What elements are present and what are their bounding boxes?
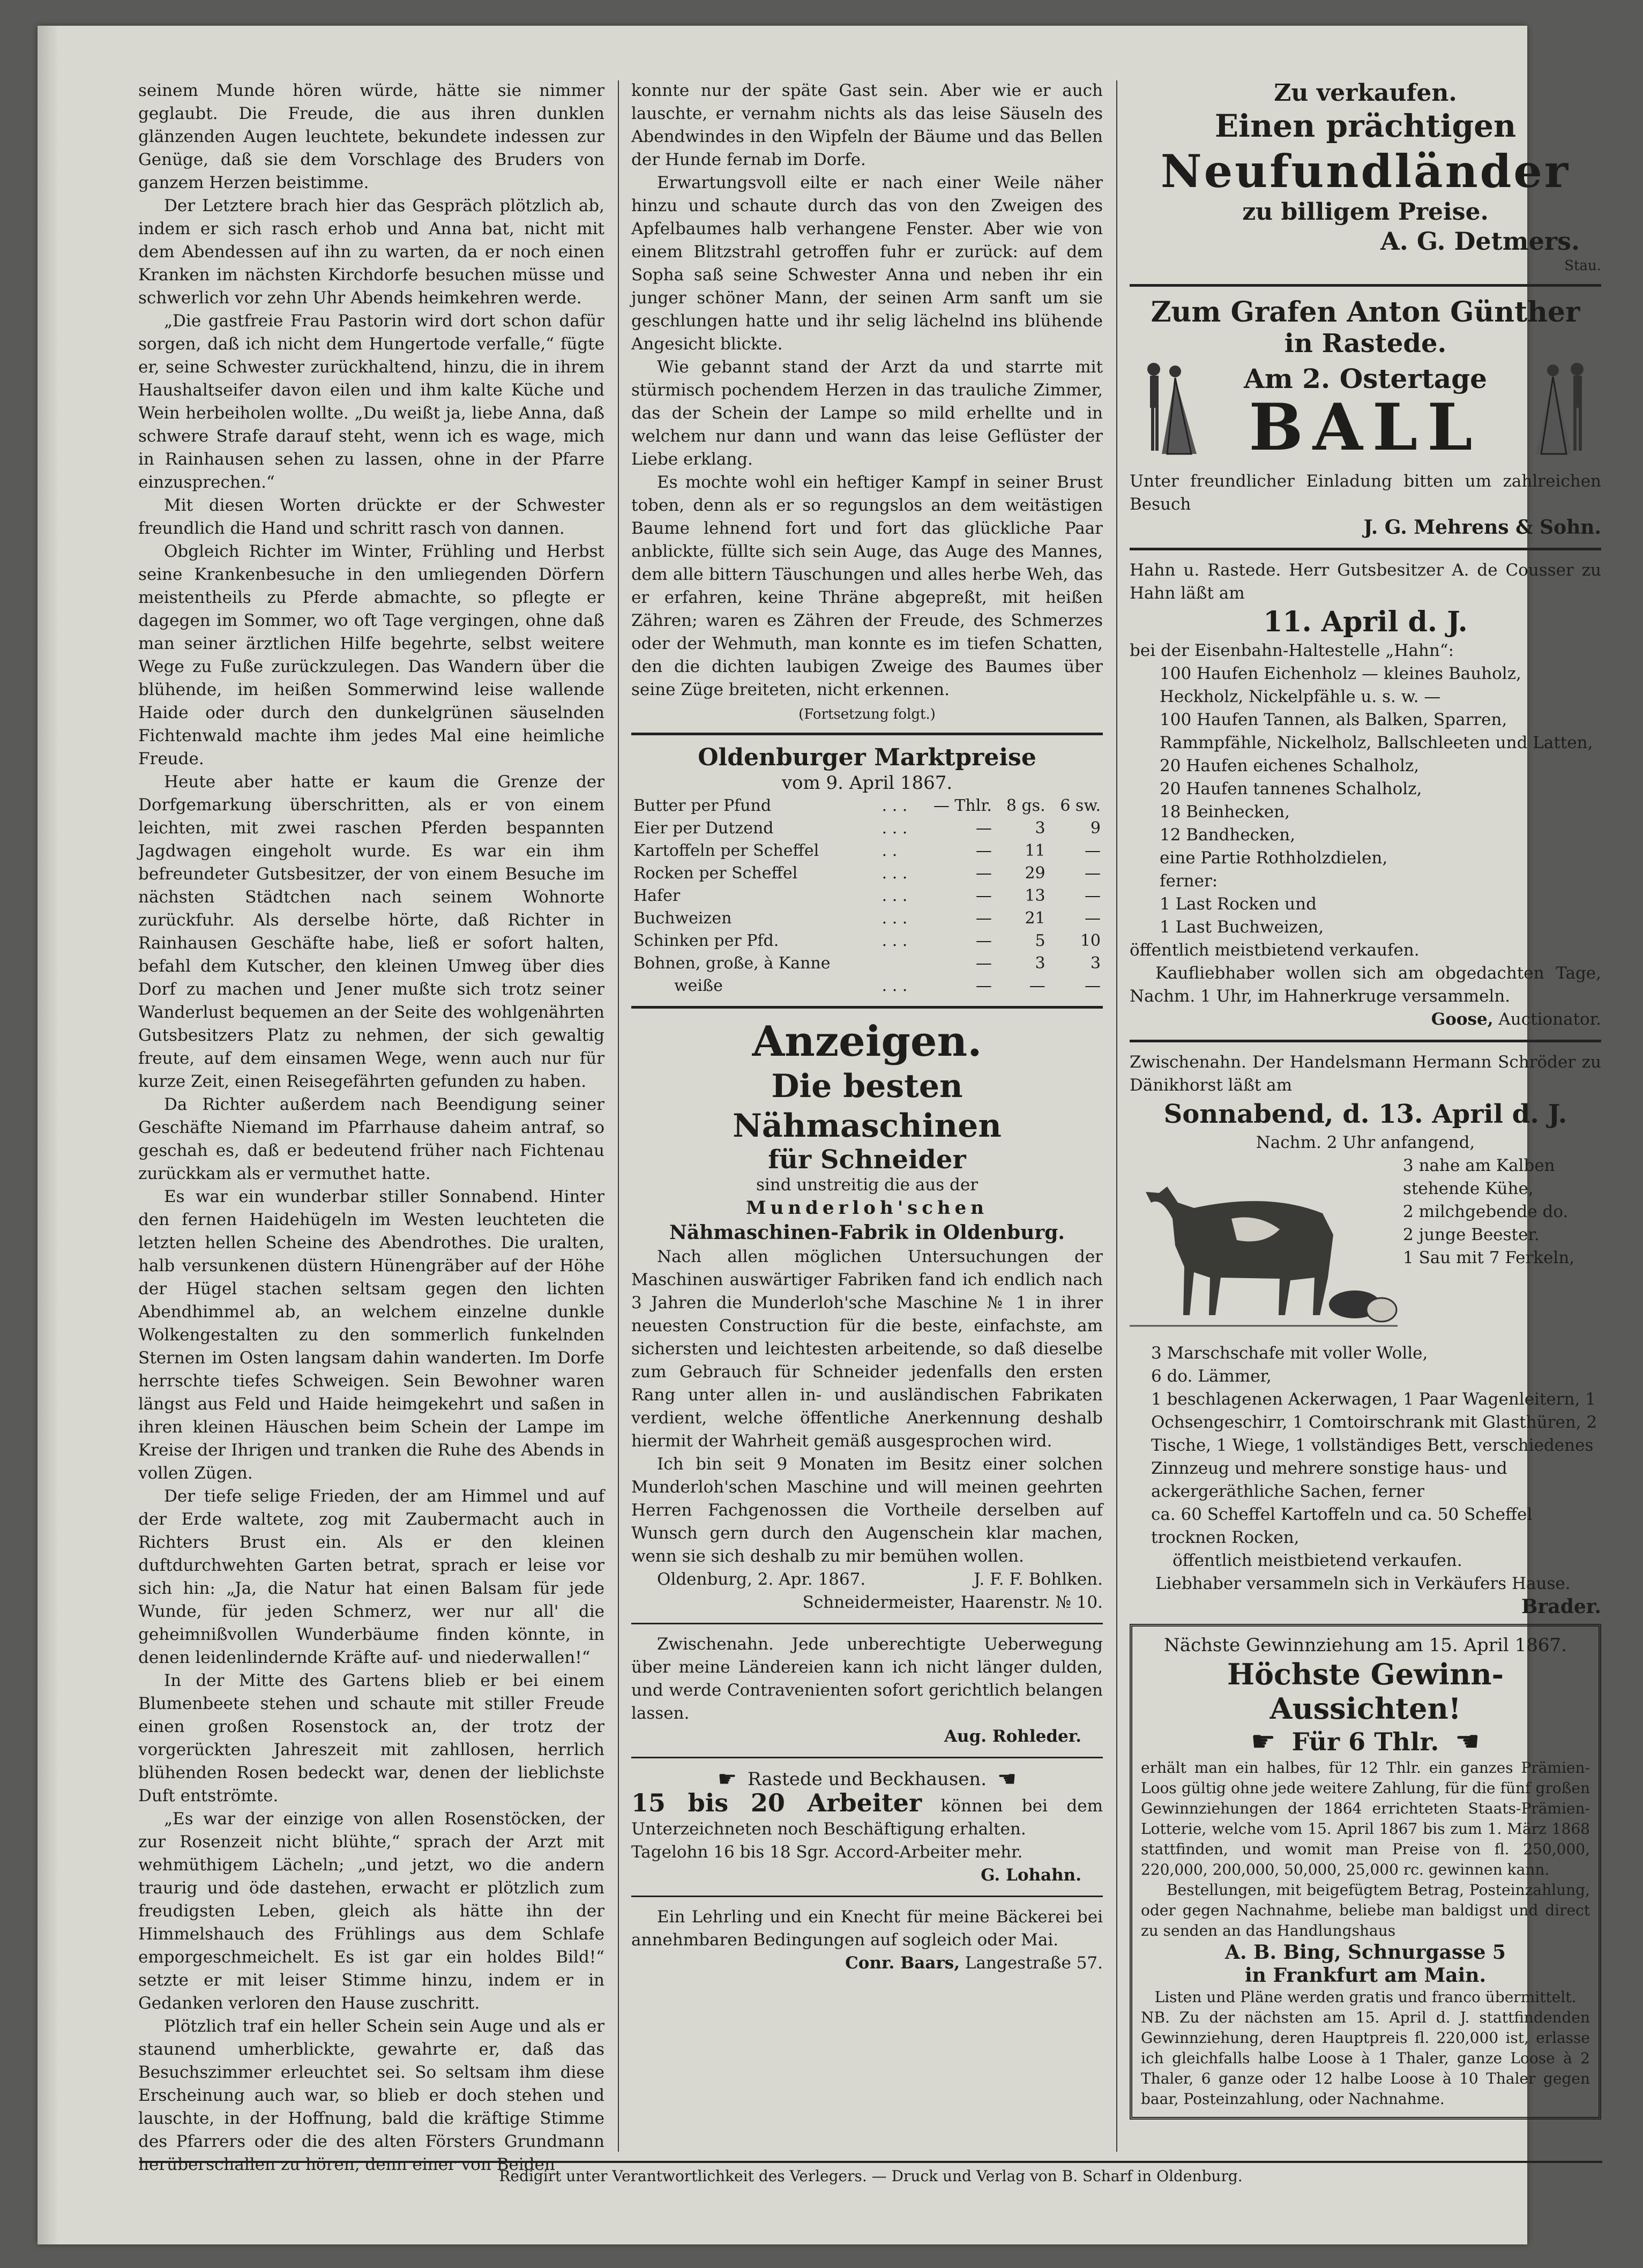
livestock-end: öffentlich meistbietend verkaufen. [1172, 1551, 1462, 1570]
timber-end: öffentlich meistbietend verkaufen. [1130, 941, 1420, 960]
price-cell: Rocken per Scheffel [633, 864, 798, 883]
livestock-auction-ad [1130, 1051, 1601, 1618]
timber-location: bei der Eisenbahn-Haltestelle „Hahn“: [1130, 641, 1454, 660]
price-cell: 6 sw. [1060, 796, 1101, 815]
list-item: 12 Bandhecken, [1160, 825, 1295, 845]
story-paragraph: Es war ein wunderbar stiller Sonnabend. Hinter den fernen Haidehügeln im Westen leuchteten die letzten hellen Scheine des Abendrothes. Die uralten, halb versunkenen düstern Hünengräber auf der Höhe der Hügel stachen seltsam gegen den lichten Abendhimmel ab, an welchem einzelne dunkle Wolkengestalten zu den sommerlich funkelnden Sternen im Osten langsam dahin wanderten. Im Dorfe herrschte tiefes Schweigen. Sein Bewohner waren längst aus Feld und Haide heimgekehrt und saßen in ihren kleinen Häuschen beim Schein der Lampe im Kreise der Ihrigen und tranken die Ruhe des Abends in vollen Zügen. [138, 1187, 604, 1483]
price-cell: . . . [882, 864, 908, 883]
price-cell: . . . [882, 931, 908, 950]
story-paragraph: „Es war der einzige von allen Rosenstöcken, der zur Rosenzeit nicht blühte,“ sprach der Arzt mit wehmüthigem Lächeln; „und jetzt, wo die andern traurig und öde dastehen, erwacht er plötzlich zum freudigsten Leben, gleich als hätte ihn der Himmelshauch des Frühlings aus dem Schlafe emporgeschmeichelt. Es ist gar ein holdes Bild!“ setzte er mit leiser Stimme hinzu, indem er in Gedanken verloren den Hause zuschritt. [138, 1809, 604, 2013]
price-cell: . . . [882, 819, 908, 838]
price-cell: Eier per Dutzend [633, 819, 774, 838]
price-cell: 10 [1080, 931, 1101, 950]
workers-count: 15 bis 20 Arbeiter [631, 1788, 922, 1817]
price-cell: 5 [1035, 931, 1045, 950]
price-cell: Hafer [633, 886, 681, 905]
apprentice-text: Ein Lehrling und ein Knecht für meine Bäckerei bei annehmbaren Bedingungen auf sogleich oder Mai. [631, 1907, 1103, 1950]
timber-signature: Goose, [1431, 1010, 1493, 1029]
sewing-paragraph: Ich bin seit 9 Monaten im Besitz einer solchen Munderloh'schen Maschine und will meinen geehrten Herren Fachgenossen die Vortheile derselben auf Wunsch gern durch den Augenschein klar machen, wenn sie sich deshalb zu mir bemühen wollen. [631, 1454, 1103, 1566]
price-cell: — [975, 976, 992, 995]
ads-heading: Anzeigen. [752, 1017, 982, 1066]
ball-date: Am 2. Ostertage [1244, 363, 1487, 394]
price-cell: — [1029, 976, 1045, 995]
lottery-text: Listen und Pläne werden gratis und franco übermittelt. [1154, 1988, 1577, 2006]
divider [631, 733, 1103, 735]
sewing-line: Munderloh'schen [745, 1197, 989, 1219]
market-prices-date: vom 9. April 1867. [781, 772, 953, 794]
price-cell: — Thlr. [933, 796, 992, 815]
divider [1130, 1040, 1601, 1042]
price-cell: — [975, 886, 992, 905]
price-cell: . . . [882, 909, 908, 928]
workers-ad [631, 1767, 1103, 1887]
price-row [631, 817, 1103, 840]
apprentice-ad [631, 1906, 1103, 1975]
lottery-title: Höchste Gewinn-Aussichten! [1227, 1657, 1504, 1726]
list-item: 100 Haufen Tannen, als Balken, Sparren, Rammpfähle, Nickelholz, Ballschleeten und Latten, [1160, 710, 1593, 752]
cow-pig-sheep-illustration [1130, 1154, 1398, 1342]
price-cell: — [1085, 864, 1101, 883]
list-item: 100 Haufen Eichenholz — kleines Bauholz, Heckholz, Nickelpfähle u. s. w. — [1160, 664, 1521, 706]
list-item: 2 milchgebende do. [1403, 1202, 1569, 1221]
livestock-text: Liebhaber versammeln sich in Verkäufers Hause. [1155, 1574, 1571, 1593]
sewing-line: sind unstreitig die aus der [756, 1175, 979, 1195]
price-row [631, 907, 1103, 930]
pointing-hand-icon: ☛ [997, 1767, 1017, 1792]
lottery-draw-date: Nächste Gewinnziehung am 15. April 1867. [1164, 1635, 1567, 1656]
ball-ad [1130, 295, 1601, 539]
lottery-firm: A. B. Bing, Schnurgasse 5 [1225, 1941, 1506, 1964]
divider [631, 1006, 1103, 1009]
list-item: 2 junge Beester. [1403, 1225, 1540, 1244]
ball-invitation: Unter freundlicher Einladung bitten um zahlreichen Besuch [1130, 472, 1601, 514]
rohleder-notice [631, 1633, 1103, 1748]
price-cell: — [975, 864, 992, 883]
price-cell: 9 [1090, 819, 1101, 838]
workers-place: Rastede und Beckhausen. [747, 1769, 987, 1790]
price-cell: . . . [882, 796, 908, 815]
sewing-signer-title: Schneidermeister, Haarenstr. № 10. [802, 1593, 1103, 1612]
column-rule-2 [1116, 80, 1117, 2152]
pointing-hand-icon: ☛ [1251, 1726, 1276, 1758]
story-paragraph: „Die gastfreie Frau Pastorin wird dort schon dafür sorgen, daß ich nicht dem Hungertode verfalle,“ fügte er, seine Schwester zurückhaltend, hinzu, die in ihrem Haushaltseifer davon eilen und ihm kalte Küche und Wein herbeiholen wollte. „Du weißt ja, liebe Anna, daß schwere Strafe darauf steht, wenn ich es wage, mich in Rainhausen sehen zu lassen, ohne in der Pfarre einzusprechen.“ [138, 311, 604, 492]
price-cell: 3 [1035, 819, 1045, 838]
lottery-text: erhält man ein halbes, für 12 Thlr. ein ganzes Prämien-Loos gültig ohne jede weitere Zahlung, für die fünf großen Gewinnziehungen der 1864 errichteten Staats-Prämien-Lotterie, welche vom 15. April 1867 bis zum 1. März 1868 stattfinden, und womit man Preise von fl. 250,000, 220,000, 200,000, 50,000, 25,000 rc. gewinnen kann. [1141, 1759, 1590, 1878]
ball-line: Zum Grafen Anton Günther [1151, 296, 1580, 329]
list-item: 3 nahe am Kalben stehende Kühe, [1403, 1156, 1555, 1198]
story-paragraph: Wie gebannt stand der Arzt da und starrte mit stürmisch pochendem Herzen in das trauliche Zimmer, das der Schein der Lampe so mild erhellte und in welchem nur dann und wann das leise Geflüster der Liebe erklang. [631, 357, 1103, 469]
sewing-place: Oldenburg, 2. Apr. 1867. [657, 1570, 866, 1589]
price-cell: . . . [882, 886, 908, 905]
price-row [631, 975, 1103, 997]
price-cell: 13 [1025, 886, 1045, 905]
lottery-ad [1130, 1624, 1601, 2120]
story-paragraph: Erwartungsvoll eilte er nach einer Weile näher hinzu und schaute durch das von den Zweigen des Apfelbaumes halb verhangene Fenster. Aber wie von einem Blitzstrahl getroffen fuhr er zurück: auf dem Sopha saß seine Schwester Anna und neben ihr ein junger schöner Mann, der seinen Arm sanft um sie geschlungen hatte und ihr selig lächelnd ins blühende Angesicht blickte. [631, 173, 1103, 354]
dog-line: zu billigem Preise. [1242, 198, 1489, 226]
column-1-story [138, 79, 604, 2176]
apprentice-signature: Conr. Baars, [845, 1953, 960, 1973]
price-cell: Butter per Pfund [633, 796, 772, 815]
price-cell: — [1085, 976, 1101, 995]
livestock-list [1130, 1342, 1601, 1549]
price-cell: — [1085, 841, 1101, 860]
story-paragraph: In der Mitte des Gartens blieb er bei einem Blumenbeete stehen und schaute mit stiller Freude einen großen Rosenstock an, der trotz der vorgerückten Jahreszeit mit zahllosen, herrlich blühenden Rosen bedeckt war, denen der lieblichste Duft entströmte. [138, 1671, 604, 1806]
cattle-list [1398, 1154, 1601, 1342]
price-row [631, 885, 1103, 907]
pointing-hand-icon: ☛ [1455, 1726, 1480, 1758]
pointing-hand-icon: ☛ [718, 1767, 737, 1792]
price-cell: — [975, 954, 992, 973]
story-paragraph: seinem Munde hören würde, hätte sie nimmer geglaubt. Die Freude, die aus ihren dunklen glänzenden Augen leuchtete, bekundete indessen zur Genüge, daß sie dem Vorschlage des Bruders von ganzem Herzen beistimme. [138, 81, 604, 192]
ball-title: BALL [1249, 390, 1482, 465]
imprint-footer: Redigirt unter Verantwortlichkeit des Verlegers. — Druck und Verlag von B. Scharf in Oldenburg. [139, 2161, 1602, 2185]
list-item: ca. 60 Scheffel Kartoffeln und ca. 50 Scheffel trocknen Rocken, [1151, 1505, 1533, 1547]
list-item: 20 Haufen tannenes Schalholz, [1160, 779, 1422, 799]
livestock-intro: Zwischenahn. Der Handelsmann Hermann Schröder zu Dänikhorst läßt am [1130, 1053, 1601, 1095]
timber-text: Kaufliebhaber wollen sich am obgedachten Tage, Nachm. 1 Uhr, im Hahnerkruge versammeln. [1130, 964, 1601, 1006]
livestock-date: Sonnabend, d. 13. April d. J. [1163, 1099, 1567, 1129]
livestock-time: Nachm. 2 Uhr anfangend, [1256, 1133, 1475, 1152]
rohleder-signature: Aug. Rohleder. [944, 1727, 1081, 1746]
sewing-subtitle: für Schneider [768, 1145, 966, 1175]
price-cell: 11 [1025, 841, 1045, 860]
list-item: 1 Last Rocken und [1160, 894, 1317, 914]
price-cell: 29 [1025, 864, 1045, 883]
dancing-couple-illustration [1532, 357, 1601, 470]
column-3 [1130, 79, 1601, 2120]
dog-sale-ad [1130, 79, 1601, 275]
price-cell: 3 [1090, 954, 1101, 973]
list-item: 1 Last Buchweizen, [1160, 917, 1324, 937]
story-paragraph: Der Letztere brach hier das Gespräch plötzlich ab, indem er sich rasch erhob und Anna bat, nicht mit dem Abendessen auf ihn zu warten, da er noch einen Kranken im nächsten Kirchdorfe besuchen müsse und schwerlich vor zehn Uhr Abends heimkehren werde. [138, 196, 604, 308]
story-paragraph: Obgleich Richter im Winter, Frühling und Herbst seine Krankenbesuche in den umliegenden Dörfern meistentheils zu Pferde abmachte, so pflegte er dagegen im Sommer, wo oft Tage vergingen, ohne daß man seiner ärztlichen Hilfe begehrte, selbst weitere Wege zu Fuße zurückzulegen. Das Wandern über die blühende, im heißen Sommerwind leise wallende Haide oder durch den dunkelgrünen säuselnden Fichtenwald machte ihm jedes Mal eine heimliche Freude. [138, 542, 604, 769]
page-spine [38, 26, 59, 2244]
price-row [631, 952, 1103, 975]
sewing-machine-ad [631, 1066, 1103, 1614]
workers-text: können bei dem Unterzeichneten noch Beschäftigung erhalten. [631, 1796, 1103, 1839]
dog-place: Stau. [1564, 258, 1601, 274]
lottery-nb: NB. Zu der nächsten am 15. April d. J. stattfindenden Gewinnziehung, deren Hauptpreis fl. 220,000 ist, erlasse ich gleichfalls halbe Loose à 1 Thaler, ganze Loose à 2 Thaler, 6 ganze oder 12 halbe Loose à 10 Thaler gegen baar, Posteinzahlung, oder Nachnahme. [1141, 2009, 1590, 2108]
market-prices [631, 744, 1103, 997]
lottery-price: Für 6 Thlr. [1291, 1727, 1439, 1756]
story-paragraph: Mit diesen Worten drückte er der Schwester freundlich die Hand und schritt rasch von dannen. [138, 496, 604, 538]
apprentice-address: Langestraße 57. [965, 1953, 1103, 1973]
workers-signature: G. Lohahn. [981, 1866, 1081, 1885]
price-cell: Buchweizen [633, 909, 732, 928]
workers-wage: Tagelohn 16 bis 18 Sgr. Accord-Arbeiter mehr. [631, 1842, 1023, 1862]
price-cell: 8 gs. [1006, 796, 1045, 815]
ball-line: in Rastede. [1284, 329, 1447, 359]
lottery-city: in Frankfurt am Main. [1244, 1964, 1487, 1987]
timber-signer-title: Auctionator. [1498, 1010, 1601, 1029]
sewing-paragraph: Nach allen möglichen Untersuchungen der Maschinen auswärtiger Fabriken fand ich endlich nach 3 Jahren die Munderloh'sche Maschine № 1 in ihrer neuesten Construction für die beste, einfachste, am sichersten und leichtesten arbeitende, so daß dieselbe zum Gebrauch für Schneider jedenfalls den ersten Rang unter allen in- und ausländischen Fabrikaten verdient, welche öffentliche Anerkennung deshalb hiermit der Wahrheit gemäß ausgesprochen wird. [631, 1247, 1103, 1451]
price-cell: — [1085, 886, 1101, 905]
story-paragraph: Da Richter außerdem nach Beendigung seiner Geschäfte Niemand im Pfarrhause daheim antraf, so geschah es, daß er bedeutend früher nach Fichtenau zurückkam als er vermuthet hatte. [138, 1095, 604, 1183]
list-item: eine Partie Rothholzdielen, [1160, 848, 1388, 868]
price-cell: . . [882, 841, 898, 860]
list-item: 18 Beinhecken, [1160, 802, 1290, 822]
story-paragraph: konnte nur der späte Gast sein. Aber wie er auch lauschte, er vernahm nichts als das leise Säuseln des Abendwindes in den Wipfeln der Bäume und das Bellen der Hunde fernab im Dorfe. [631, 81, 1103, 169]
story-paragraph: Es mochte wohl ein heftiger Kampf in seiner Brust toben, denn als er so regungslos an dem weitästigen Baume lehnend fort und fort das glückliche Paar anblickte, füllte sich sein Auge, das Auge des Mannes, dem alle bittern Täuschungen und alles herbe Weh, das er erfahren, keine Thräne abgepreßt, mit heißen Zähren; waren es Zähren der Freude, des Schmerzes oder der Wehmuth, man konnte es im tiefen Schatten, den die dichten laubigen Zweige des Baumes über seine Züge breiteten, nicht erkennen. [631, 473, 1103, 699]
list-item: 6 do. Lämmer, [1151, 1367, 1272, 1386]
divider [1130, 284, 1601, 287]
price-table [631, 795, 1103, 997]
dancing-couple-illustration [1130, 357, 1199, 470]
timber-list [1130, 662, 1601, 939]
price-row [631, 795, 1103, 817]
livestock-signature: Brader. [1521, 1595, 1601, 1618]
continued-note: (Fortsetzung folgt.) [798, 706, 936, 722]
sewing-signer: J. F. F. Bohlken. [974, 1570, 1103, 1589]
price-row [631, 862, 1103, 885]
price-cell: Bohnen, große, à Kanne [633, 954, 831, 973]
divider [631, 1896, 1103, 1897]
price-cell: — [975, 909, 992, 928]
story-paragraph: Plötzlich traf ein heller Schein sein Auge und als er staunend umherblickte, gewahrte er, daß das Besuchszimmer erleuchtet sei. So seltsam ihm diese Erscheinung auch war, so blieb er doch stehen und lauschte, in der Hoffnung, bald die kräftige Stimme des Pfarrers oder die des alten Försters Grundmann herüberschallen zu hören, denn einer von Beiden [138, 2017, 604, 2174]
price-row [631, 840, 1103, 862]
list-item: 1 Sau mit 7 Ferkeln, [1403, 1248, 1575, 1267]
price-cell: — [1085, 909, 1101, 928]
price-cell [880, 952, 917, 975]
price-cell: — [975, 841, 992, 860]
ball-signature: J. G. Mehrens & Sohn. [1363, 516, 1601, 539]
price-cell: 3 [1035, 954, 1045, 973]
story-paragraph: Heute aber hatte er kaum die Grenze der Dorfgemarkung überschritten, als er von einem leichten, mit zwei raschen Pferden bespannten Jagdwagen eingeholt wurde. Es war ein ihm befreundeter Gutsbesitzer, der von einem Besuche im nächsten Städtchen nach seinem Wohnorte zurückfuhr. Als derselbe hörte, daß Richter in Rainhausen Geschäfte habe, ließ er sofort halten, befahl dem Kutscher, den kleinen Umweg über dies Dorf zu machen und Jener mußte sich trotz seiner Wanderlust bequemen an der Seite des wohlgenährten Gutsbesitzers Platz zu nehmen, der sich gewaltig freute, auf dem einsamen Wege, wenn auch nur für kurze Zeit, einen Reisegefährten gefunden zu haben. [138, 772, 604, 1091]
price-row [631, 930, 1103, 952]
market-prices-title: Oldenburger Marktpreise [698, 744, 1036, 771]
timber-intro: Hahn u. Rastede. Herr Gutsbesitzer A. de Cousser zu Hahn läßt am [1130, 561, 1601, 603]
price-cell: — [975, 819, 992, 838]
column-2 [631, 79, 1103, 1975]
list-item: 20 Haufen eichenes Schalholz, [1160, 756, 1420, 775]
column-rule-1 [618, 80, 619, 2152]
dog-line: Einen prächtigen [1214, 108, 1517, 144]
list-item: ferner: [1160, 871, 1218, 891]
timber-auction-ad [1130, 559, 1601, 1031]
story-paragraph: Der tiefe selige Frieden, der am Himmel und auf der Erde waltete, zog mit Zaubermacht auch in Richters Brust ein. Als er den kleinen duftdurchwehten Garten betrat, sprach er leise vor sich hin: „Ja, die Natur hat einen Balsam für jede Wunde, für jeden Schmerz, wer nur all' die geheimnißvollen Wunderbäume finden könnte, in denen leidenlindernde Kräfte auf- und niederwallen!“ [138, 1487, 604, 1667]
dog-line: Zu verkaufen. [1274, 79, 1457, 107]
list-item: 3 Marschschafe mit voller Wolle, [1151, 1344, 1428, 1363]
price-cell: — [975, 931, 992, 950]
sewing-title: Die besten Nähmaschinen [733, 1068, 1002, 1145]
divider [1130, 548, 1601, 550]
list-item: 1 beschlagenen Ackerwagen, 1 Paar Wagenleitern, 1 Ochsengeschirr, 1 Comtoirschrank mit Glasthüren, 2 Tische, 1 Wiege, 1 vollständiges Bett, verschiedenes Zinnzeug und mehrere sonstige haus- und ackergeräthliche Sachen, ferner [1151, 1390, 1597, 1501]
price-cell: weiße [674, 976, 723, 995]
divider [631, 1623, 1103, 1624]
dog-breed: Neufundländer [1160, 145, 1571, 198]
dog-signature: A. G. Detmers. [1380, 227, 1580, 256]
price-cell: 21 [1025, 909, 1045, 928]
divider [631, 1757, 1103, 1758]
rohleder-text: Zwischenahn. Jede unberechtigte Ueberwegung über meine Ländereien kann ich nicht länger dulden, und werde Contravenienten sofort gerichtlich belangen lassen. [631, 1635, 1103, 1723]
price-cell: Kartoffeln per Scheffel [633, 841, 819, 860]
price-cell: . . . [882, 976, 908, 995]
price-cell: Schinken per Pfd. [633, 931, 779, 950]
lottery-text: Bestellungen, mit beigefügtem Betrag, Posteinzahlung, oder gegen Nachnahme, beliebe man baldigst und direct zu senden an das Handlungshaus [1141, 1881, 1590, 1939]
timber-date: 11. April d. J. [1263, 606, 1468, 638]
sewing-line: Nähmaschinen-Fabrik in Oldenburg. [669, 1221, 1065, 1244]
